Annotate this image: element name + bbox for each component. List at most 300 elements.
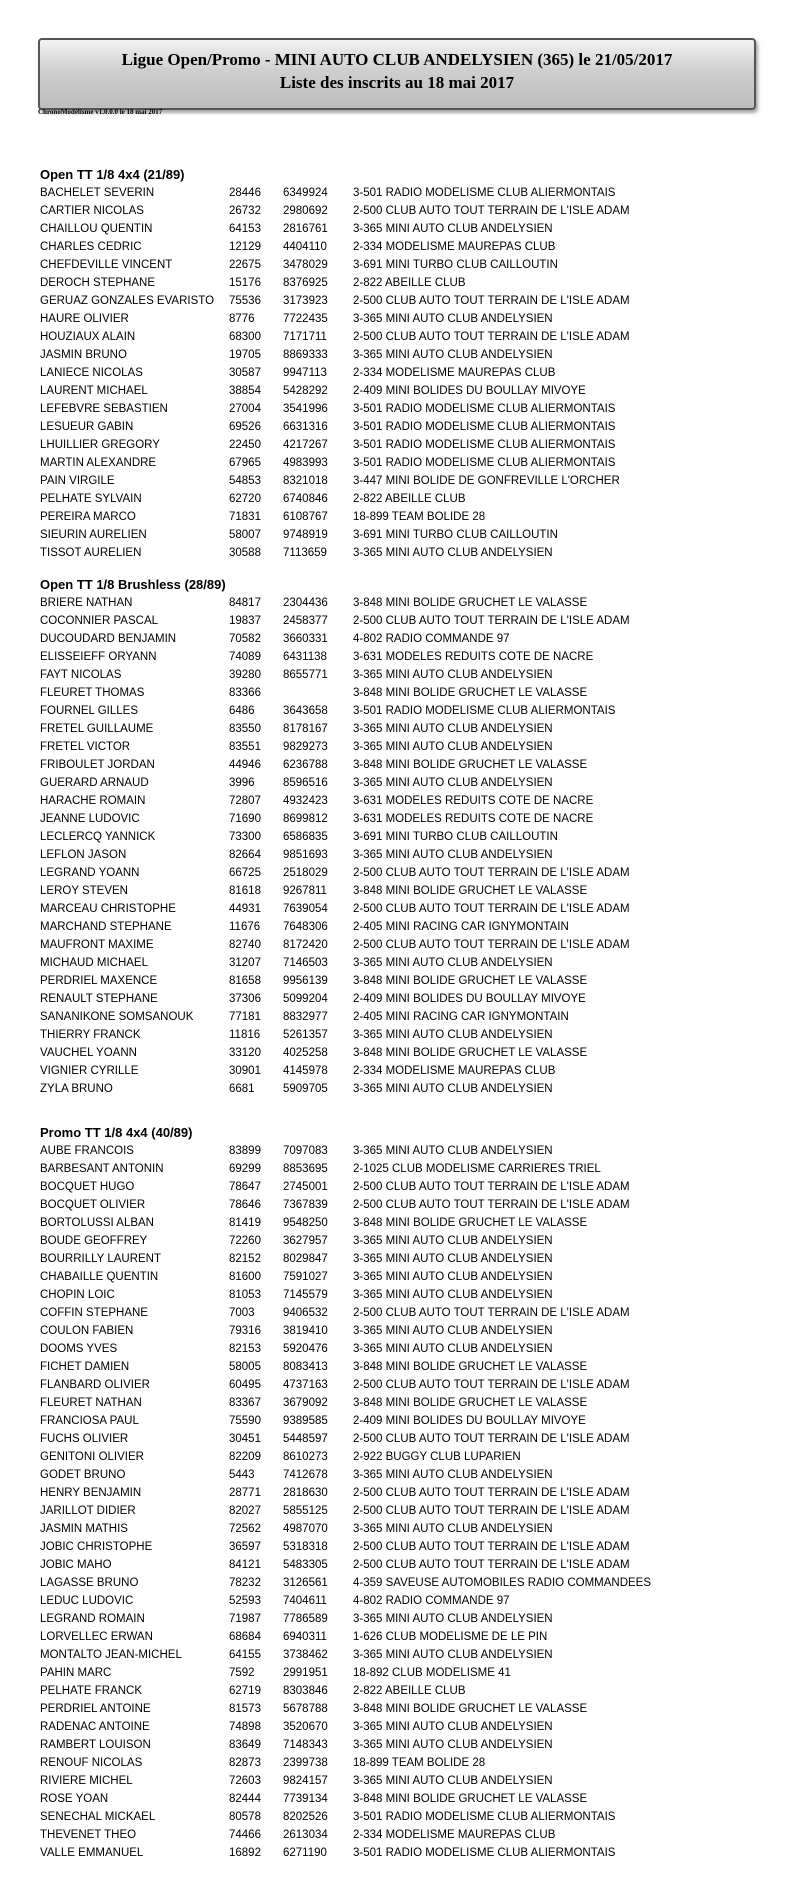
registration-row [40, 630, 780, 648]
pilot-number: 82027 [229, 1505, 261, 1517]
club-name: 3-848 MINI BOLIDE GRUCHET LE VALASSE [353, 759, 588, 771]
license-number: 8376925 [283, 277, 328, 289]
club-name: 3-501 RADIO MODELISME CLUB ALIERMONTAIS [353, 705, 616, 717]
pilot-name: CARTIER NICOLAS [40, 205, 144, 217]
pilot-number: 83649 [229, 1739, 261, 1751]
pilot-name: RENAULT STEPHANE [40, 993, 158, 1005]
pilot-name: HARACHE ROMAIN [40, 795, 146, 807]
category-title: Promo TT 1/8 4x4 (40/89) [40, 1125, 193, 1140]
pilot-number: 67965 [229, 457, 261, 469]
license-number: 3541996 [283, 403, 328, 415]
pilot-number: 16892 [229, 1847, 261, 1859]
registration-row [40, 1718, 780, 1736]
pilot-number: 6486 [229, 705, 255, 717]
club-name: 3-365 MINI AUTO CLUB ANDELYSIEN [353, 1721, 553, 1733]
pilot-name: SENECHAL MICKAEL [40, 1811, 156, 1823]
club-name: 3-365 MINI AUTO CLUB ANDELYSIEN [353, 741, 553, 753]
pilot-name: LANIECE NICOLAS [40, 367, 143, 379]
license-number: 5483305 [283, 1559, 328, 1571]
registration-row [40, 364, 780, 382]
license-number: 9406532 [283, 1307, 328, 1319]
club-name: 2-500 CLUB AUTO TOUT TERRAIN DE L'ISLE ADAM [353, 1487, 630, 1499]
pilot-number: 83550 [229, 723, 261, 735]
pilot-number: 78232 [229, 1577, 261, 1589]
registration-row [40, 1664, 780, 1682]
club-name: 3-501 RADIO MODELISME CLUB ALIERMONTAIS [353, 439, 616, 451]
registration-row [40, 1322, 780, 1340]
license-number: 8699812 [283, 813, 328, 825]
registration-row [40, 684, 780, 702]
pilot-number: 22675 [229, 259, 261, 271]
pilot-name: ROSE YOAN [40, 1793, 109, 1805]
registration-row [40, 1080, 780, 1098]
registration-row [40, 1628, 780, 1646]
club-name: 3-848 MINI BOLIDE GRUCHET LE VALASSE [353, 885, 588, 897]
license-number: 4932423 [283, 795, 328, 807]
registration-row [40, 774, 780, 792]
pilot-name: JOBIC MAHO [40, 1559, 112, 1571]
club-name: 3-848 MINI BOLIDE GRUCHET LE VALASSE [353, 975, 588, 987]
club-name: 3-501 RADIO MODELISME CLUB ALIERMONTAIS [353, 1847, 616, 1859]
license-number: 3679092 [283, 1397, 328, 1409]
registration-row [40, 418, 780, 436]
club-name: 3-691 MINI TURBO CLUB CAILLOUTIN [353, 831, 558, 843]
pilot-name: MICHAUD MICHAEL [40, 957, 148, 969]
category-title: Open TT 1/8 4x4 (21/89) [40, 167, 185, 182]
registration-row [40, 220, 780, 238]
club-name: 4-802 RADIO COMMANDE 97 [353, 1595, 510, 1607]
pilot-name: FRIBOULET JORDAN [40, 759, 155, 771]
pilot-number: 3996 [229, 777, 255, 789]
pilot-number: 26732 [229, 205, 261, 217]
club-name: 2-409 MINI BOLIDES DU BOULLAY MIVOYE [353, 1415, 586, 1427]
license-number: 9389585 [283, 1415, 328, 1427]
club-name: 2-500 CLUB AUTO TOUT TERRAIN DE L'ISLE ADAM [353, 1541, 630, 1553]
pilot-name: CHARLES CEDRIC [40, 241, 142, 253]
registration-row [40, 526, 780, 544]
pilot-name: CHEFDEVILLE VINCENT [40, 259, 173, 271]
license-number: 8083413 [283, 1361, 328, 1373]
license-number: 6740846 [283, 493, 328, 505]
license-number: 9824157 [283, 1775, 328, 1787]
pilot-number: 81053 [229, 1289, 261, 1301]
pilot-number: 31207 [229, 957, 261, 969]
club-name: 2-500 CLUB AUTO TOUT TERRAIN DE L'ISLE ADAM [353, 867, 630, 879]
license-number: 3126561 [283, 1577, 328, 1589]
club-name: 2-500 CLUB AUTO TOUT TERRAIN DE L'ISLE ADAM [353, 1181, 630, 1193]
pilot-number: 70582 [229, 633, 261, 645]
license-number: 7148343 [283, 1739, 328, 1751]
registration-row [40, 1700, 780, 1718]
registration-row [40, 1538, 780, 1556]
pilot-name: BOCQUET HUGO [40, 1181, 135, 1193]
registration-row [40, 1556, 780, 1574]
club-name: 3-365 MINI AUTO CLUB ANDELYSIEN [353, 1523, 553, 1535]
registration-row [40, 1592, 780, 1610]
pilot-number: 7003 [229, 1307, 255, 1319]
registration-row [40, 454, 780, 472]
club-name: 3-365 MINI AUTO CLUB ANDELYSIEN [353, 723, 553, 735]
registration-row [40, 1304, 780, 1322]
pilot-number: 75536 [229, 295, 261, 307]
pilot-name: RAMBERT LOUISON [40, 1739, 151, 1751]
pilot-number: 69526 [229, 421, 261, 433]
pilot-number: 82444 [229, 1793, 261, 1805]
club-name: 3-501 RADIO MODELISME CLUB ALIERMONTAIS [353, 457, 616, 469]
pilot-name: LORVELLEC ERWAN [40, 1631, 153, 1643]
license-number: 7097083 [283, 1145, 328, 1157]
club-name: 3-691 MINI TURBO CLUB CAILLOUTIN [353, 259, 558, 271]
license-number: 4987070 [283, 1523, 328, 1535]
license-number: 7786589 [283, 1613, 328, 1625]
license-number: 7113659 [283, 547, 327, 559]
pilot-name: COFFIN STEPHANE [40, 1307, 148, 1319]
pilot-name: PERDRIEL MAXENCE [40, 975, 158, 987]
pilot-number: 62719 [229, 1685, 261, 1697]
pilot-number: 7592 [229, 1667, 255, 1679]
license-number: 2399738 [283, 1757, 328, 1769]
pilot-name: BOCQUET OLIVIER [40, 1199, 146, 1211]
license-number: 2980692 [283, 205, 328, 217]
registration-row [40, 256, 780, 274]
license-number: 8202526 [283, 1811, 328, 1823]
club-name: 2-405 MINI RACING CAR IGNYMONTAIN [353, 921, 569, 933]
club-name: 2-500 CLUB AUTO TOUT TERRAIN DE L'ISLE ADAM [353, 615, 630, 627]
pilot-number: 82209 [229, 1451, 261, 1463]
pilot-name: ZYLA BRUNO [40, 1083, 113, 1095]
registration-row [40, 702, 780, 720]
pilot-name: LEROY STEVEN [40, 885, 128, 897]
category-section [40, 576, 780, 1098]
registration-row [40, 292, 780, 310]
registration-row [40, 1412, 780, 1430]
registration-row [40, 612, 780, 630]
license-number: 7591027 [283, 1271, 328, 1283]
license-number: 5920476 [283, 1343, 328, 1355]
club-name: 3-848 MINI BOLIDE GRUCHET LE VALASSE [353, 1397, 588, 1409]
license-number: 3478029 [283, 259, 328, 271]
club-name: 3-365 MINI AUTO CLUB ANDELYSIEN [353, 957, 553, 969]
pilot-name: HENRY BENJAMIN [40, 1487, 142, 1499]
club-name: 3-848 MINI BOLIDE GRUCHET LE VALASSE [353, 1217, 588, 1229]
pilot-name: PERDRIEL ANTOINE [40, 1703, 151, 1715]
club-name: 2-334 MODELISME MAUREPAS CLUB [353, 367, 556, 379]
pilot-name: FLEURET THOMAS [40, 687, 145, 699]
registration-row [40, 1394, 780, 1412]
pilot-number: 22450 [229, 439, 261, 451]
pilot-name: VALLE EMMANUEL [40, 1847, 144, 1859]
registration-row [40, 1026, 780, 1044]
pilot-name: FLEURET NATHAN [40, 1397, 142, 1409]
pilot-number: 64155 [229, 1649, 261, 1661]
pilot-number: 82152 [229, 1253, 261, 1265]
pilot-name: LEGRAND ROMAIN [40, 1613, 145, 1625]
pilot-number: 73300 [229, 831, 261, 843]
pilot-number: 84817 [229, 597, 261, 609]
pilot-number: 66725 [229, 867, 261, 879]
license-number: 8853695 [283, 1163, 328, 1175]
pilot-name: HOUZIAUX ALAIN [40, 331, 136, 343]
registration-row [40, 472, 780, 490]
registration-row [40, 328, 780, 346]
pilot-number: 82153 [229, 1343, 261, 1355]
registration-row [40, 1808, 780, 1826]
pilot-number: 54853 [229, 475, 261, 487]
registration-row [40, 972, 780, 990]
registration-row [40, 184, 780, 202]
license-number: 2818630 [283, 1487, 328, 1499]
pilot-number: 62720 [229, 493, 261, 505]
pilot-number: 80578 [229, 1811, 261, 1823]
club-name: 3-365 MINI AUTO CLUB ANDELYSIEN [353, 849, 553, 861]
pilot-name: CHAILLOU QUENTIN [40, 223, 153, 235]
registration-row [40, 1358, 780, 1376]
club-name: 2-500 CLUB AUTO TOUT TERRAIN DE L'ISLE ADAM [353, 939, 630, 951]
pilot-number: 69299 [229, 1163, 261, 1175]
pilot-number: 74466 [229, 1829, 261, 1841]
club-name: 3-848 MINI BOLIDE GRUCHET LE VALASSE [353, 1361, 588, 1373]
license-number: 8869333 [283, 349, 328, 361]
club-name: 1-626 CLUB MODELISME DE LE PIN [353, 1631, 548, 1643]
license-number: 2518029 [283, 867, 328, 879]
pilot-name: FOURNEL GILLES [40, 705, 138, 717]
pilot-number: 38854 [229, 385, 261, 397]
category-section [40, 1124, 780, 1862]
pilot-number: 64153 [229, 223, 261, 235]
club-name: 3-365 MINI AUTO CLUB ANDELYSIEN [353, 1343, 553, 1355]
club-name: 3-447 MINI BOLIDE DE GONFREVILLE L'ORCHER [353, 475, 620, 487]
license-number: 8832977 [283, 1011, 328, 1023]
license-number: 8172420 [283, 939, 328, 951]
registration-row [40, 310, 780, 328]
pilot-name: ELISSEIEFF ORYANN [40, 651, 157, 663]
pilot-number: 6681 [229, 1083, 255, 1095]
license-number: 7648306 [283, 921, 328, 933]
registration-row [40, 1286, 780, 1304]
registration-row [40, 490, 780, 508]
license-number: 7171711 [283, 331, 327, 343]
registration-row [40, 720, 780, 738]
registration-row [40, 1430, 780, 1448]
pilot-number: 74898 [229, 1721, 261, 1733]
pilot-number: 58005 [229, 1361, 261, 1373]
pilot-name: DOOMS YVES [40, 1343, 118, 1355]
registration-row [40, 936, 780, 954]
license-number: 6349924 [283, 187, 328, 199]
pilot-number: 79316 [229, 1325, 261, 1337]
club-name: 4-359 SAVEUSE AUTOMOBILES RADIO COMMANDEES [353, 1577, 652, 1589]
club-name: 2-500 CLUB AUTO TOUT TERRAIN DE L'ISLE ADAM [353, 1505, 630, 1517]
club-name: 3-691 MINI TURBO CLUB CAILLOUTIN [353, 529, 558, 541]
category-section [40, 166, 780, 562]
license-number: 6940311 [283, 1631, 327, 1643]
club-name: 3-365 MINI AUTO CLUB ANDELYSIEN [353, 669, 553, 681]
license-number: 5909705 [283, 1083, 328, 1095]
club-name: 3-631 MODELES REDUITS COTE DE NACRE [353, 651, 594, 663]
registration-row [40, 1142, 780, 1160]
pilot-name: HAURE OLIVIER [40, 313, 129, 325]
registration-row [40, 1062, 780, 1080]
license-number: 3627957 [283, 1235, 328, 1247]
pilot-number: 81618 [229, 885, 261, 897]
pilot-name: MONTALTO JEAN-MICHEL [40, 1649, 182, 1661]
pilot-number: 11816 [229, 1029, 261, 1041]
club-name: 3-501 RADIO MODELISME CLUB ALIERMONTAIS [353, 403, 616, 415]
registration-row [40, 202, 780, 220]
license-number: 7722435 [283, 313, 328, 325]
registration-row [40, 648, 780, 666]
license-number: 8596516 [283, 777, 328, 789]
registration-row [40, 900, 780, 918]
license-number: 2745001 [283, 1181, 328, 1193]
pilot-number: 81573 [229, 1703, 261, 1715]
pilot-name: BRIERE NATHAN [40, 597, 133, 609]
club-name: 3-848 MINI BOLIDE GRUCHET LE VALASSE [353, 597, 588, 609]
pilot-name: LECLERCQ YANNICK [40, 831, 156, 843]
club-name: 3-365 MINI AUTO CLUB ANDELYSIEN [353, 777, 553, 789]
pilot-name: JASMIN BRUNO [40, 349, 127, 361]
registration-row [40, 1772, 780, 1790]
license-number: 3643658 [283, 705, 328, 717]
license-number: 5678788 [283, 1703, 328, 1715]
club-name: 3-631 MODELES REDUITS COTE DE NACRE [353, 813, 594, 825]
club-name: 2-500 CLUB AUTO TOUT TERRAIN DE L'ISLE ADAM [353, 1199, 630, 1211]
registration-row [40, 274, 780, 292]
pilot-number: 71831 [229, 511, 261, 523]
registration-row [40, 544, 780, 562]
license-number: 7639054 [283, 903, 328, 915]
pilot-number: 83899 [229, 1145, 261, 1157]
registration-row [40, 666, 780, 684]
club-name: 2-409 MINI BOLIDES DU BOULLAY MIVOYE [353, 993, 586, 1005]
club-name: 3-365 MINI AUTO CLUB ANDELYSIEN [353, 1029, 553, 1041]
license-number: 2816761 [283, 223, 328, 235]
license-number: 3660331 [283, 633, 328, 645]
pilot-name: LESUEUR GABIN [40, 421, 134, 433]
license-number: 5261357 [283, 1029, 328, 1041]
pilot-number: 71987 [229, 1613, 261, 1625]
pilot-name: SIEURIN AURELIEN [40, 529, 147, 541]
pilot-name: LEGRAND YOANN [40, 867, 140, 879]
club-name: 3-365 MINI AUTO CLUB ANDELYSIEN [353, 1775, 553, 1787]
pilot-name: PEREIRA MARCO [40, 511, 136, 523]
pilot-name: PELHATE SYLVAIN [40, 493, 142, 505]
registration-row [40, 1484, 780, 1502]
pilot-number: 12129 [229, 241, 261, 253]
pilot-name: BOURRILLY LAURENT [40, 1253, 161, 1265]
license-number: 7145579 [283, 1289, 328, 1301]
license-number: 7146503 [283, 957, 328, 969]
pilot-name: MARCEAU CHRISTOPHE [40, 903, 176, 915]
pilot-number: 30587 [229, 367, 261, 379]
registration-row [40, 882, 780, 900]
registration-row [40, 846, 780, 864]
club-name: 18-892 CLUB MODELISME 41 [353, 1667, 511, 1679]
club-name: 2-334 MODELISME MAUREPAS CLUB [353, 1065, 556, 1077]
license-number: 6271190 [283, 1847, 327, 1859]
document-header [38, 38, 756, 110]
pilot-name: MAUFRONT MAXIME [40, 939, 154, 951]
license-number: 4145978 [283, 1065, 328, 1077]
license-number: 3819410 [283, 1325, 328, 1337]
club-name: 2-500 CLUB AUTO TOUT TERRAIN DE L'ISLE ADAM [353, 205, 630, 217]
pilot-name: VAUCHEL YOANN [40, 1047, 137, 1059]
pilot-number: 84121 [229, 1559, 261, 1571]
license-number: 8029847 [283, 1253, 328, 1265]
pilot-name: COCONNIER PASCAL [40, 615, 159, 627]
club-name: 3-501 RADIO MODELISME CLUB ALIERMONTAIS [353, 187, 616, 199]
pilot-number: 82664 [229, 849, 261, 861]
license-number: 5318318 [283, 1541, 328, 1553]
registration-row [40, 738, 780, 756]
pilot-name: RENOUF NICOLAS [40, 1757, 143, 1769]
license-number: 9947113 [283, 367, 327, 379]
license-number: 9548250 [283, 1217, 328, 1229]
club-name: 3-848 MINI BOLIDE GRUCHET LE VALASSE [353, 1703, 588, 1715]
pilot-name: CHABAILLE QUENTIN [40, 1271, 159, 1283]
pilot-number: 81419 [229, 1217, 261, 1229]
club-name: 18-899 TEAM BOLIDE 28 [353, 511, 486, 523]
license-number: 6108767 [283, 511, 328, 523]
pilot-name: FICHET DAMIEN [40, 1361, 130, 1373]
pilot-number: 77181 [229, 1011, 261, 1023]
registration-row [40, 1448, 780, 1466]
club-name: 3-631 MODELES REDUITS COTE DE NACRE [353, 795, 594, 807]
pilot-name: FRETEL VICTOR [40, 741, 131, 753]
pilot-name: GERUAZ GONZALES EVARISTO [40, 295, 215, 307]
license-number: 5448597 [283, 1433, 328, 1445]
license-number: 4983993 [283, 457, 328, 469]
pilot-number: 30451 [229, 1433, 261, 1445]
club-name: 2-500 CLUB AUTO TOUT TERRAIN DE L'ISLE ADAM [353, 1307, 630, 1319]
license-number: 3173923 [283, 295, 328, 307]
club-name: 2-500 CLUB AUTO TOUT TERRAIN DE L'ISLE ADAM [353, 295, 630, 307]
registration-row [40, 1196, 780, 1214]
club-name: 3-501 RADIO MODELISME CLUB ALIERMONTAIS [353, 421, 616, 433]
pilot-number: 60495 [229, 1379, 261, 1391]
pilot-number: 8776 [229, 313, 255, 325]
pilot-name: CHOPIN LOIC [40, 1289, 115, 1301]
pilot-name: FRANCIOSA PAUL [40, 1415, 139, 1427]
registration-row [40, 1736, 780, 1754]
club-name: 2-500 CLUB AUTO TOUT TERRAIN DE L'ISLE ADAM [353, 1559, 630, 1571]
club-name: 3-365 MINI AUTO CLUB ANDELYSIEN [353, 1613, 553, 1625]
license-number: 2613034 [283, 1829, 328, 1841]
registration-row [40, 1008, 780, 1026]
license-number: 8655771 [283, 669, 328, 681]
club-name: 3-365 MINI AUTO CLUB ANDELYSIEN [353, 1253, 553, 1265]
club-name: 2-500 CLUB AUTO TOUT TERRAIN DE L'ISLE ADAM [353, 903, 630, 915]
pilot-name: GODET BRUNO [40, 1469, 126, 1481]
club-name: 2-405 MINI RACING CAR IGNYMONTAIN [353, 1011, 569, 1023]
pilot-name: TISSOT AURELIEN [40, 547, 142, 559]
pilot-number: 37306 [229, 993, 261, 1005]
registration-row [40, 1844, 780, 1862]
pilot-name: BORTOLUSSI ALBAN [40, 1217, 154, 1229]
pilot-name: SANANIKONE SOMSANOUK [40, 1011, 194, 1023]
pilot-name: PAIN VIRGILE [40, 475, 115, 487]
license-number: 2304436 [283, 597, 328, 609]
license-number: 2458377 [283, 615, 328, 627]
club-name: 3-848 MINI BOLIDE GRUCHET LE VALASSE [353, 1793, 588, 1805]
registration-row [40, 990, 780, 1008]
license-number: 5428292 [283, 385, 328, 397]
pilot-number: 44931 [229, 903, 261, 915]
pilot-name: MARTIN ALEXANDRE [40, 457, 157, 469]
registration-row [40, 1178, 780, 1196]
pilot-name: JASMIN MATHIS [40, 1523, 128, 1535]
pilot-name: AUBE FRANCOIS [40, 1145, 134, 1157]
